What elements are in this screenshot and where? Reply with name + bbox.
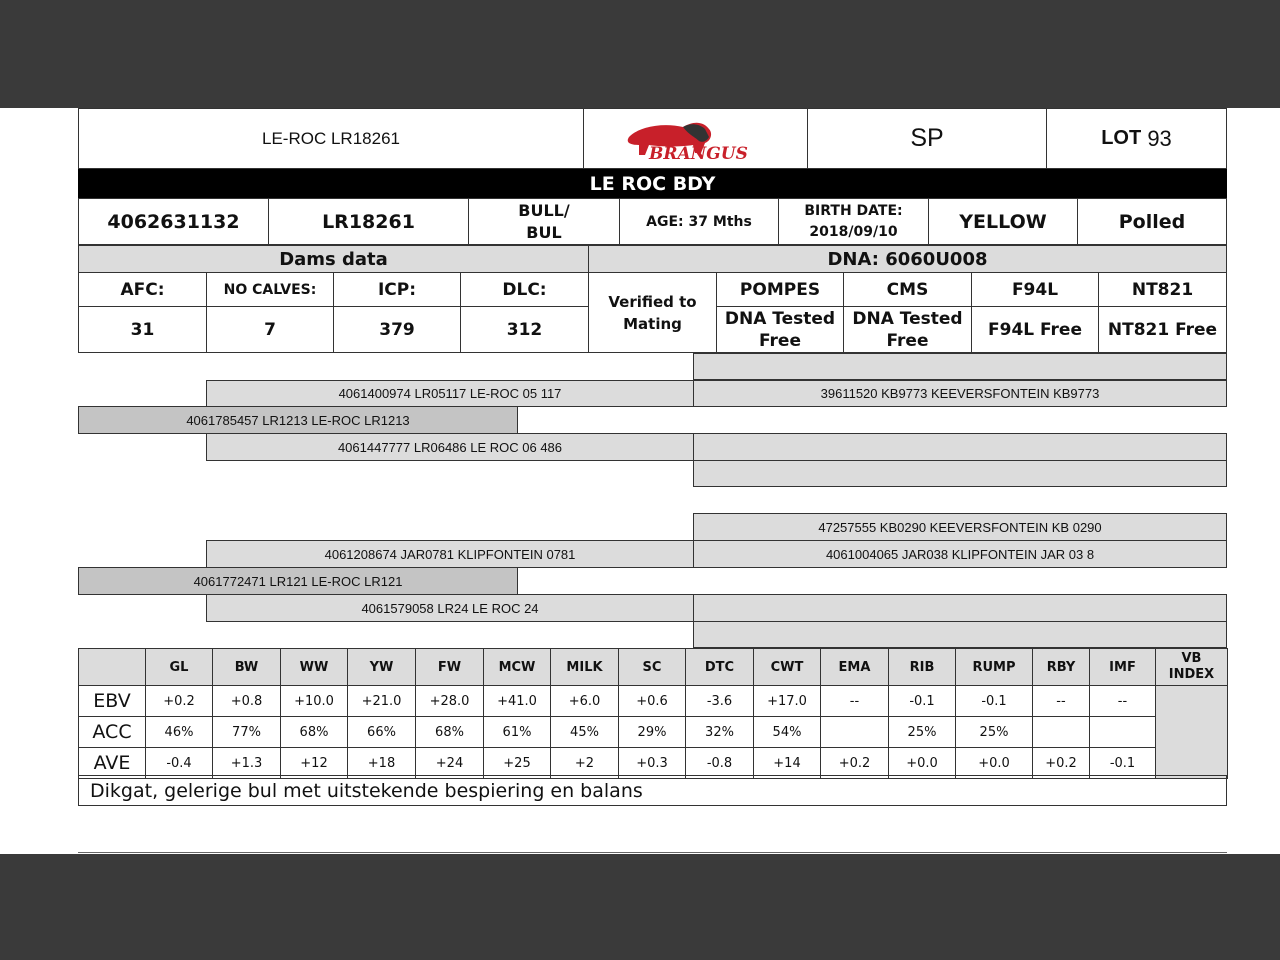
- ebv-header-mcw: MCW: [484, 649, 551, 686]
- dams-label-afc: AFC:: [78, 272, 207, 307]
- pedigree-dam-sire-dam: 4061004065 JAR038 KLIPFONTEIN JAR 03 8: [693, 540, 1227, 568]
- animal-colour: YELLOW: [928, 198, 1078, 245]
- pedigree-dam-sire-sire: 47257555 KB0290 KEEVERSFONTEIN KB 0290: [693, 513, 1227, 541]
- table-cell: +10.0: [281, 686, 348, 717]
- dams-label-dlc: DLC:: [460, 272, 589, 307]
- pedigree-dam: 4061772471 LR121 LE-ROC LR121: [78, 567, 518, 595]
- table-cell: 68%: [281, 717, 348, 748]
- table-cell: 66%: [348, 717, 416, 748]
- ebv-header-blank: [79, 649, 146, 686]
- dams-value-no-calves: 7: [206, 306, 334, 353]
- table-cell: +21.0: [348, 686, 416, 717]
- dna-heading: DNA: 6060U008: [588, 245, 1227, 273]
- dna-test-nt821-result: NT821 Free: [1098, 306, 1227, 353]
- table-cell: +18: [348, 748, 416, 779]
- table-row: [79, 748, 1228, 779]
- bottom-dark-band: [0, 854, 1280, 960]
- table-row: [79, 686, 1228, 717]
- ebv-header-cwt: CWT: [754, 649, 821, 686]
- table-cell: +12: [281, 748, 348, 779]
- table-cell: [821, 717, 889, 748]
- bull-logo-icon: [621, 115, 771, 163]
- table-cell: --: [1033, 686, 1090, 717]
- comment: Dikgat, gelerige bul met uitstekende bespiering en balans: [78, 775, 1227, 806]
- table-cell: 25%: [889, 717, 956, 748]
- ebv-header-vb-index: VB INDEX: [1156, 649, 1228, 686]
- table-cell: --: [1090, 686, 1156, 717]
- row-label-ebv: EBV: [79, 686, 146, 717]
- row-label-acc: ACC: [79, 717, 146, 748]
- brangus-logo: [583, 108, 808, 169]
- table-cell: +0.8: [213, 686, 281, 717]
- ebv-header-ww: WW: [281, 649, 348, 686]
- table-cell: -0.1: [1090, 748, 1156, 779]
- table-cell: 68%: [416, 717, 484, 748]
- ebv-header-ema: EMA: [821, 649, 889, 686]
- ebv-header-rib: RIB: [889, 649, 956, 686]
- table-cell: +0.3: [619, 748, 686, 779]
- table-cell: 61%: [484, 717, 551, 748]
- pedigree-blank-sire-dam-sire: [693, 433, 1227, 461]
- table-row: [79, 717, 1228, 748]
- dams-value-afc: 31: [78, 306, 207, 353]
- lot-label: LOT: [1101, 127, 1142, 149]
- dna-test-nt821-name: NT821: [1098, 272, 1227, 307]
- table-cell: --: [821, 686, 889, 717]
- pedigree-blank-dam-dam-sire: [693, 594, 1227, 622]
- pedigree-dam-dam: 4061579058 LR24 LE ROC 24: [206, 594, 694, 622]
- ebv-header-sc: SC: [619, 649, 686, 686]
- table-cell: +0.2: [821, 748, 889, 779]
- ebv-header-rby: RBY: [1033, 649, 1090, 686]
- vb-index-value: [1156, 686, 1228, 779]
- animal-id: 4062631132: [78, 198, 269, 245]
- lot-number: 93: [1147, 125, 1172, 151]
- pedigree-sire: 4061785457 LR1213 LE-ROC LR1213: [78, 406, 518, 434]
- ebv-header-yw: YW: [348, 649, 416, 686]
- birth-date: BIRTH DATE: 2018/09/10: [778, 198, 929, 245]
- table-cell: +2: [551, 748, 619, 779]
- table-cell: 54%: [754, 717, 821, 748]
- ebv-header-bw: BW: [213, 649, 281, 686]
- dna-test-f94l-result: F94L Free: [971, 306, 1099, 353]
- table-cell: 32%: [686, 717, 754, 748]
- table-cell: +0.6: [619, 686, 686, 717]
- table-cell: -0.4: [146, 748, 213, 779]
- table-cell: -0.8: [686, 748, 754, 779]
- table-cell: [1033, 717, 1090, 748]
- table-cell: +14: [754, 748, 821, 779]
- pedigree-sire-dam: 4061447777 LR06486 LE ROC 06 486: [206, 433, 694, 461]
- animal-reg: LR18261: [268, 198, 469, 245]
- dams-label-icp: ICP:: [333, 272, 461, 307]
- dams-value-icp: 379: [333, 306, 461, 353]
- table-cell: 25%: [956, 717, 1033, 748]
- dams-label-no-calves: NO CALVES:: [206, 272, 334, 307]
- table-cell: +0.2: [146, 686, 213, 717]
- table-cell: 77%: [213, 717, 281, 748]
- table-cell: +17.0: [754, 686, 821, 717]
- ebv-header-dtc: DTC: [686, 649, 754, 686]
- table-cell: -0.1: [889, 686, 956, 717]
- table-cell: +0.0: [889, 748, 956, 779]
- pedigree-blank-top: [693, 353, 1227, 380]
- animal-horn: Polled: [1077, 198, 1227, 245]
- dna-test-f94l-name: F94L: [971, 272, 1099, 307]
- table-cell: 45%: [551, 717, 619, 748]
- title-bar: LE ROC BDY: [78, 169, 1227, 198]
- table-cell: 29%: [619, 717, 686, 748]
- table-cell: +0.0: [956, 748, 1033, 779]
- table-cell: -0.1: [956, 686, 1033, 717]
- ebv-header-milk: MILK: [551, 649, 619, 686]
- verified-to-mating: Verified to Mating: [588, 272, 717, 353]
- pedigree-sire-sire: 4061400974 LR05117 LE-ROC 05 117: [206, 380, 694, 407]
- pedigree-blank-dam-dam-dam: [693, 621, 1227, 648]
- table-cell: +25: [484, 748, 551, 779]
- animal-sex: BULL/ BUL: [468, 198, 620, 245]
- ebv-header-fw: FW: [416, 649, 484, 686]
- row-label-ave: AVE: [79, 748, 146, 779]
- table-cell: +41.0: [484, 686, 551, 717]
- top-dark-band: [0, 0, 1280, 108]
- animal-age: AGE: 37 Mths: [619, 198, 779, 245]
- table-cell: 46%: [146, 717, 213, 748]
- animal-name: LE-ROC LR18261: [78, 108, 584, 169]
- ebv-header-rump: RUMP: [956, 649, 1033, 686]
- table-cell: +6.0: [551, 686, 619, 717]
- lot-cell: [1046, 108, 1227, 169]
- ebv-header-imf: IMF: [1090, 649, 1156, 686]
- table-cell: [1090, 717, 1156, 748]
- dna-test-cms-name: CMS: [843, 272, 972, 307]
- dams-heading: Dams data: [78, 245, 589, 273]
- table-cell: +24: [416, 748, 484, 779]
- table-cell: +1.3: [213, 748, 281, 779]
- ebv-header-row: [79, 649, 1228, 686]
- pedigree-sire-sire-sire: 39611520 KB9773 KEEVERSFONTEIN KB9773: [693, 380, 1227, 407]
- table-cell: -3.6: [686, 686, 754, 717]
- pedigree-dam-sire: 4061208674 JAR0781 KLIPFONTEIN 0781: [206, 540, 694, 568]
- logo-text: BRANGUS: [648, 143, 748, 163]
- grade-label: SP: [807, 108, 1047, 169]
- dna-test-pompes-result: DNA Tested Free: [716, 306, 844, 353]
- dna-test-pompes-name: POMPES: [716, 272, 844, 307]
- table-cell: +0.2: [1033, 748, 1090, 779]
- dams-value-dlc: 312: [460, 306, 589, 353]
- dna-test-cms-result: DNA Tested Free: [843, 306, 972, 353]
- table-cell: +28.0: [416, 686, 484, 717]
- ebv-header-gl: GL: [146, 649, 213, 686]
- pedigree-blank-sire-dam-dam: [693, 460, 1227, 487]
- next-card-edge: [78, 852, 1227, 854]
- ebv-table: [78, 648, 1228, 779]
